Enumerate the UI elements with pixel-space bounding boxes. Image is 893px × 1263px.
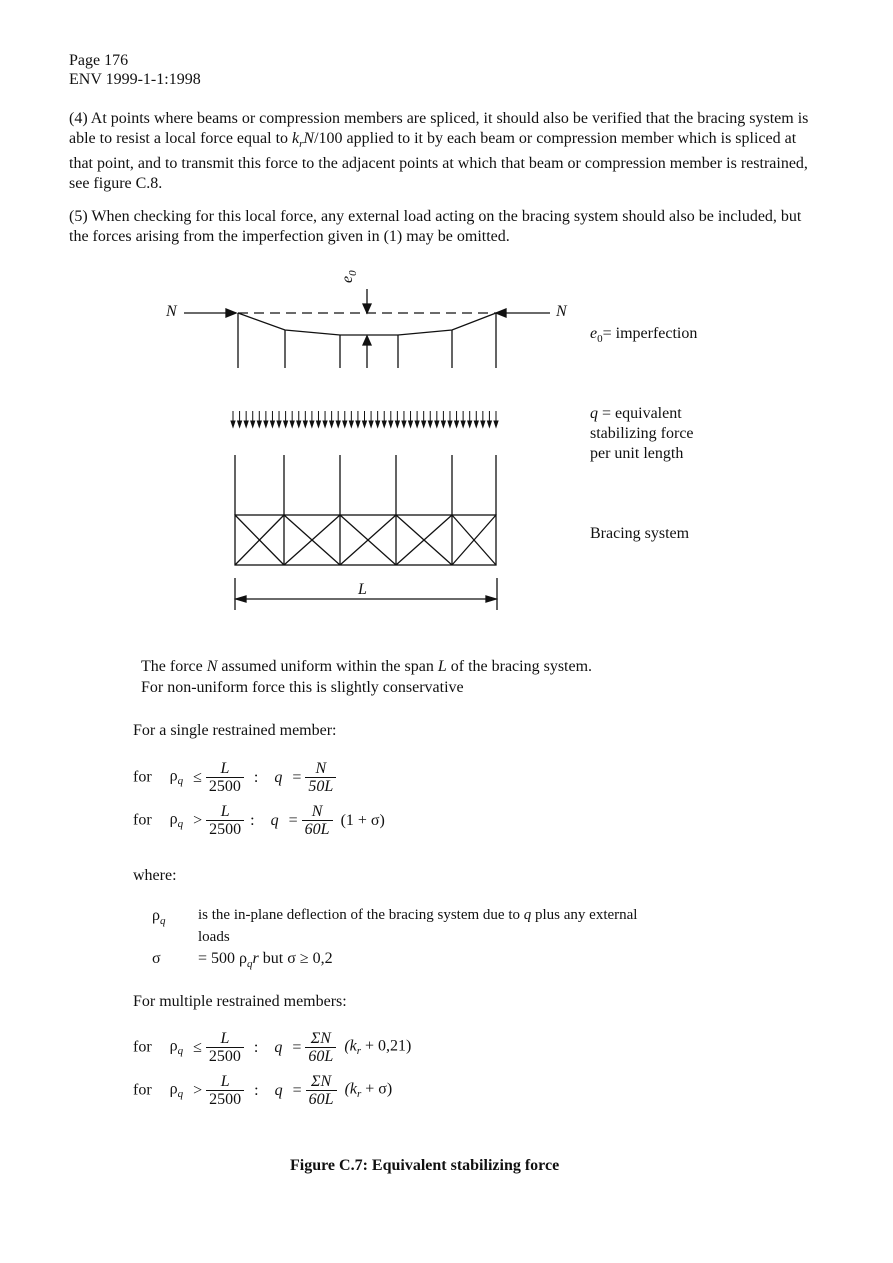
load-arrow-head: [435, 421, 439, 427]
equation-single-2: [133, 803, 385, 838]
sig-a: = 500 ρ: [198, 950, 248, 967]
den: 2500: [208, 1048, 241, 1065]
load-arrow-head: [402, 421, 406, 427]
distributed-load-arrows: [231, 411, 498, 427]
legend-q-line3: per unit length: [590, 445, 684, 462]
multiple-heading: For multiple restrained members:: [133, 993, 347, 1010]
cap-N: N: [206, 658, 218, 675]
num: L: [206, 803, 244, 821]
eq-gt: >: [193, 811, 203, 829]
legend-e: e: [590, 325, 598, 342]
num: N: [302, 803, 333, 821]
single-heading: For a single restrained member:: [133, 722, 337, 739]
load-arrow-head: [270, 421, 274, 427]
eq-equals: =: [292, 1038, 302, 1056]
f2r: r: [357, 1088, 362, 1101]
load-arrow-head: [494, 421, 498, 427]
load-arrow-head: [382, 421, 386, 427]
p4-text-a: (4) At points where beams or compression members are spliced, it should also be verified that the bracing system is able to resist a local force equal to: [69, 110, 809, 147]
load-arrow-head: [428, 421, 432, 427]
legend-q-line1: [590, 404, 682, 424]
figure-title: Figure C.7: Equivalent stabilizing force: [290, 1157, 560, 1174]
load-arrow-head: [284, 421, 288, 427]
f1r: r: [356, 1045, 362, 1058]
load-arrow-head: [264, 421, 268, 427]
load-arrow-head: [448, 421, 452, 427]
where-heading: where:: [133, 867, 177, 884]
label-span-l: L: [358, 581, 367, 598]
eq-for: for: [133, 768, 152, 786]
eq-rho-sub: q: [177, 1088, 184, 1101]
eq-frac-sn-60l: [305, 1030, 336, 1065]
load-arrow-head: [251, 421, 255, 427]
eq-colon: :: [254, 1081, 259, 1099]
load-arrow-head: [422, 421, 426, 427]
eq-frac-sn-60l: [306, 1073, 337, 1108]
eq-le: ≤: [193, 1038, 202, 1056]
eq-rho-sub: q: [177, 818, 184, 831]
load-arrow-head: [290, 421, 294, 427]
cap-a: The force: [141, 658, 207, 675]
load-arrow-head: [468, 421, 472, 427]
label-n-right: N: [556, 303, 567, 320]
eq-rho: ρ: [169, 767, 178, 785]
p4-k: k: [292, 129, 300, 147]
den: 60L: [308, 1048, 334, 1065]
load-arrow-head: [330, 421, 334, 427]
load-arrow-head: [336, 421, 340, 427]
load-arrow-head: [389, 421, 393, 427]
load-arrow-head: [363, 421, 367, 427]
load-arrow-head: [409, 421, 413, 427]
where-sigma-sym: σ: [152, 950, 161, 967]
where-rho-def-loads: loads: [198, 929, 230, 945]
cap-b: assumed uniform within the span: [217, 658, 438, 675]
eq-equals: =: [292, 1081, 302, 1099]
load-arrow-head: [231, 421, 235, 427]
legend-e0: [590, 324, 697, 349]
e0-e: e: [339, 275, 356, 283]
load-arrow-head: [474, 421, 478, 427]
where-rho-def: [198, 905, 637, 926]
equation-multiple-2: [133, 1073, 392, 1108]
sig-sub: q: [247, 958, 253, 971]
n-left-arrow-head: [226, 309, 236, 317]
load-arrow-head: [395, 421, 399, 427]
load-arrow-head: [303, 421, 307, 427]
load-arrow-head: [481, 421, 485, 427]
eq-rho-sub: q: [177, 1045, 184, 1058]
eq-rho: ρ: [169, 1080, 178, 1098]
legend-q-sym: q: [590, 405, 598, 422]
f1b: + 0,21): [361, 1037, 412, 1055]
where-rho-sym: [152, 905, 165, 932]
load-arrow-head: [441, 421, 445, 427]
label-e0: [338, 270, 363, 283]
num: L: [206, 1073, 244, 1091]
sig-b: but σ ≥ 0,2: [258, 950, 333, 967]
eq-for: for: [133, 1038, 152, 1056]
num: ΣN: [305, 1030, 336, 1048]
equation-single-1: [133, 760, 336, 795]
load-arrow-head: [376, 421, 380, 427]
load-arrow-head: [343, 421, 347, 427]
eq-frac-n-50l: [305, 760, 336, 795]
eq-colon: :: [253, 1038, 259, 1056]
def2: plus any external: [531, 907, 638, 923]
den: 2500: [208, 778, 241, 795]
load-arrow-head: [349, 421, 353, 427]
rho: ρ: [152, 907, 160, 924]
legend-bracing: Bracing system: [590, 525, 690, 542]
load-arrow-head: [297, 421, 301, 427]
den: 50L: [308, 778, 334, 795]
den: 2500: [209, 1091, 242, 1108]
paragraph-5: (5) When checking for this local force, any external load acting on the bracing system should also be included, but the forces arising from the imperfection given in (1) may be omitted.: [69, 208, 802, 245]
eq-factor: (1 + σ): [340, 811, 385, 829]
den: 60L: [304, 821, 330, 838]
bracing-truss-frame: [235, 515, 496, 565]
where-sigma-def: [198, 948, 333, 975]
eq-rho: ρ: [169, 1037, 178, 1055]
eq-for: for: [133, 1081, 152, 1099]
eq-rho: ρ: [169, 810, 178, 828]
load-arrow-head: [356, 421, 360, 427]
caption-line1: [141, 656, 592, 677]
p4-r: r: [299, 137, 304, 150]
eq-frac-l-2500: [206, 803, 244, 838]
eq-frac-l-2500: [206, 1073, 244, 1108]
standard-reference: ENV 1999-1-1:1998: [69, 71, 201, 88]
load-arrow-head: [244, 421, 248, 427]
def-q: q: [523, 907, 532, 923]
load-arrow-head: [316, 421, 320, 427]
up-arrow-head: [363, 336, 371, 345]
legend-e-sub: 0: [597, 333, 603, 346]
def1: is the in-plane deflection of the bracing system due to: [198, 907, 524, 923]
load-arrow-head: [461, 421, 465, 427]
cap-c: of the bracing system.: [446, 658, 593, 675]
load-arrow-head: [415, 421, 419, 427]
legend-e0-def: = imperfection: [602, 325, 698, 342]
caption-line2: For non-uniform force this is slightly conservative: [141, 679, 464, 696]
eq-frac-l-2500: [206, 760, 244, 795]
load-arrow-head: [487, 421, 491, 427]
rho-sub: q: [159, 915, 166, 928]
eq-for: for: [133, 811, 152, 829]
sig-r: r: [252, 950, 259, 967]
num: L: [206, 760, 244, 778]
eq-equals: =: [292, 768, 302, 786]
load-arrow-head: [238, 421, 242, 427]
bowed-member: [238, 313, 496, 335]
eq-gt: >: [193, 1081, 203, 1099]
page-number: Page 176: [69, 52, 129, 69]
load-arrow-head: [310, 421, 314, 427]
den: 2500: [209, 821, 242, 838]
legend-q-line2: stabilizing force: [590, 425, 694, 442]
num: L: [206, 1030, 244, 1048]
eq-frac-l-2500: [206, 1030, 244, 1065]
cap-L: L: [437, 658, 447, 675]
eq-colon: :: [253, 768, 259, 786]
f2a: (k: [344, 1080, 357, 1098]
equation-multiple-1: [133, 1030, 411, 1065]
den: 60L: [308, 1091, 334, 1108]
e0-arrow-head: [363, 304, 371, 313]
eq-q: q: [274, 1081, 283, 1099]
p4-N: N: [303, 129, 315, 147]
load-arrow-head: [455, 421, 459, 427]
legend-q-l1: = equivalent: [602, 405, 682, 422]
load-arrow-head: [323, 421, 327, 427]
label-n-left: N: [166, 303, 177, 320]
e0-sub: 0: [347, 270, 360, 276]
num: N: [305, 760, 336, 778]
eq-q: q: [270, 811, 279, 829]
eq-q: q: [274, 768, 283, 786]
eq-le: ≤: [193, 768, 202, 786]
load-arrow-head: [277, 421, 281, 427]
load-arrow-head: [369, 421, 373, 427]
eq-frac-n-60l: [302, 803, 333, 838]
load-arrow-head: [257, 421, 261, 427]
num: ΣN: [306, 1073, 337, 1091]
eq-q: q: [274, 1038, 283, 1056]
eq-equals: =: [288, 811, 298, 829]
p4-text-b: /100 applied to it by each beam or compression member which is spliced at that point, and to transmit this force to the adjacent points at which that beam or compression member is restrained, see figure C.8.: [69, 129, 808, 192]
f1a: (k: [344, 1037, 357, 1055]
f2b: + σ): [361, 1080, 393, 1098]
eq-colon: :: [250, 811, 255, 829]
n-right-arrow-head: [496, 309, 506, 317]
eq-rho-sub: q: [177, 775, 184, 788]
